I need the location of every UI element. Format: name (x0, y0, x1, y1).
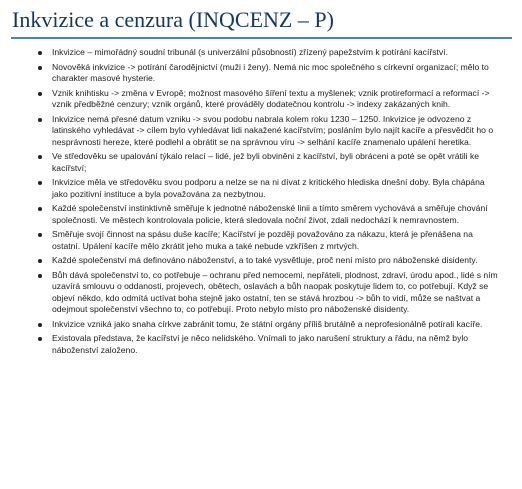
bullet-icon (38, 181, 42, 185)
list-item-text: Ve středověku se upalování týkalo relací – lidé, jež byli obviněni z kacířství, byli obráceni a poté se opět vrátili ke kacířství; (52, 151, 480, 173)
bullet-icon (38, 233, 42, 237)
list-item (0, 62, 522, 85)
list-item-text: Inkvizice nemá přesné datum vzniku -> svou podobu nabrala kolem roku 1230 – 1250. Inkvizice je odvozeno z latinského vyhledávat -> cílem bylo vyhledávat lidi nakažené kacířstvím; posláním bylo najít kacíře a přesvědčit ho o nesprávnosti hereze, které podlehl a obrátit se na správnou víru -> selhání kacíře znamenalo upálení heretika. (52, 113, 494, 147)
bullet-list (0, 47, 522, 359)
list-item (0, 88, 522, 111)
list-item-text: Každé společenství instinktivně směřuje k jednotné náboženské linii a tímto směrem vychovává a směřuje chování společnosti. Ve městech kontrolovala policie, která sledovala noční život, zdali nedochází k nemravnostem. (52, 203, 488, 225)
list-item (0, 47, 522, 59)
bullet-icon (38, 92, 42, 96)
list-item (0, 270, 522, 316)
list-item-text: Inkvizice vzniká jako snaha církve zabránit tomu, že státní orgány příliš brutálně a neprofesionálně potírali kacíře. (52, 318, 483, 329)
list-item (0, 203, 522, 226)
list-item-text: Inkvizice měla ve středověku svou podporu a nelze se na ni dívat z kritického hlediska dnešní doby. Byla chápána jako pozitivní instituce a byla považována za nezbytnou. (52, 177, 485, 199)
list-item (0, 151, 522, 174)
bullet-icon (38, 51, 42, 55)
list-item (0, 229, 522, 252)
page-title: Inkvizice a cenzura (INQCENZ – P) (12, 7, 334, 32)
list-item-text: Existovala představa, že kacířství je něco nelidského. Vnímali to jako narušení struktury a řádu, na němž bylo náboženství založeno. (52, 333, 469, 355)
bullet-icon (38, 207, 42, 211)
bullet-icon (38, 337, 42, 341)
bullet-icon (38, 323, 42, 327)
list-item (0, 255, 522, 267)
list-item-text: Vznik knihtisku -> změna v Evropě; možnost masového šíření textu a myšlenek; vznik protireformací a reformací -> vznik předběžné cenzury; vznik orgánů, které prováděly dodatečnou kontrolu -> indexy zakázaných knih. (52, 87, 490, 109)
list-item (0, 319, 522, 331)
list-item (0, 177, 522, 200)
bullet-icon (38, 274, 42, 278)
list-item (0, 333, 522, 356)
list-item-text: Novověká inkvizice -> potírání čarodějnictví (muži i ženy). Nemá nic moc společného s církevní organizací; mělo to charakter masové hysterie. (52, 61, 489, 83)
list-item-text: Každé společenství má definováno náboženství, a to také vysvětluje, proč není místo pro náboženské disidenty. (52, 255, 478, 265)
bullet-icon (38, 155, 42, 159)
list-item-text: Bůh dává společenství to, co potřebuje – ochranu před nemocemi, nepřáteli, plodnost, zdraví, úrodu apod., lidé s ním uzavírá smlouvu o oddanosti, projevech, obětech, oslavách a bůh naopak poskytuje lidem to, co potřebují. Když se objeví někdo, kdo odmítá uctívat boha stejně jako ostatní, ten se stává hrozbou -> bůh to vidí, může se naštvat a odejmout společenství všechno to, co potřebují. Proto nebylo místo pro náboženské disidenty. (52, 269, 498, 314)
bullet-icon (38, 259, 42, 263)
bullet-icon (38, 66, 42, 70)
list-item-text: Směřuje svojí činnost na spásu duše kacíře; Kacířství je později považováno za nákazu, která je přenášena na ostatní. Upálení kacíře mělo zkrátit jeho muka a také nebude vzkříšen z mrtvých. (52, 229, 473, 251)
list-item (0, 114, 522, 149)
list-item-text: Inkvizice – mimořádný soudní tribunál (s univerzální působností) zřízený papežstvím k potírání kacířství. (52, 47, 448, 57)
title-underline (11, 37, 512, 39)
bullet-icon (38, 118, 42, 122)
